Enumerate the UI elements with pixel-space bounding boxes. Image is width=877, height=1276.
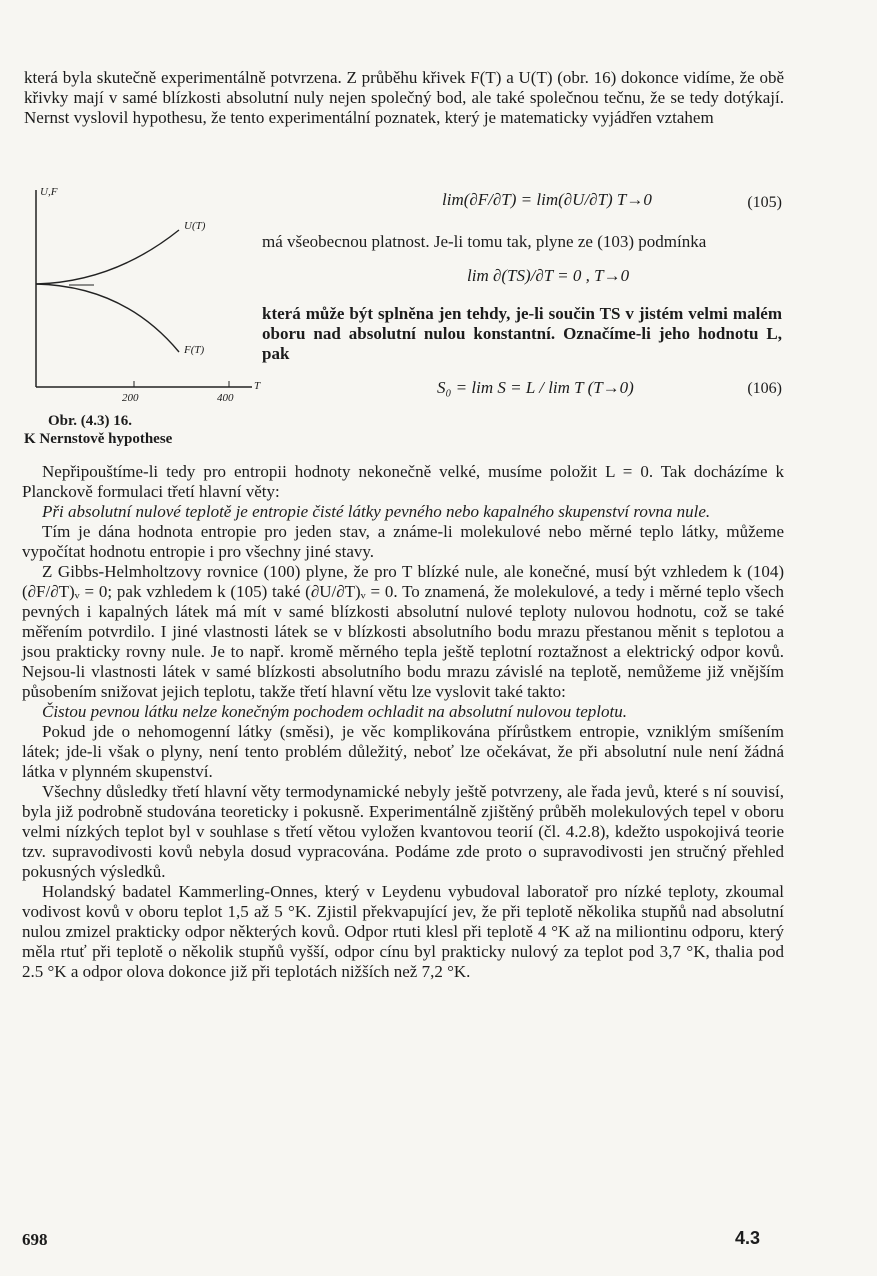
paragraph-4: Z Gibbs-Helmholtzovy rovnice (100) plyne, že pro T blízké nule, ale konečné, musí být vzhledem k (104) (∂F/∂T)ᵥ = 0; pak vzhledem k (105) také (∂U/∂T)ᵥ = 0. To znamená, že molekulové, a tedy i měrné teplo všech pevných i kapalných látek má mít v samé blízkosti absolutní nulové teploty nulovou hodnotu, což se také měřením potvrdilo. I jiné vlastnosti látek se v blízkosti absolutního bodu mrazu přestanou měnit s teplotou a jsou prakticky rovny nule. Je to např. kromě měrného tepla ještě teplotní roztažnost a elektrický odpor kovů. Nejsou-li vlastnosti látek v samé blízkosti absolutního bodu mrazu závislé na teplotě, nemůžeme již vnějším působením snižovat jejich teplotu, takže třetí hlavní větu lze vyslovit také takto: xyxy=(22,562,784,701)
equation-106: S₀ = lim S = L / lim T (T→0) xyxy=(437,378,634,397)
x-tick-200: 200 xyxy=(122,392,139,404)
nernst-graph xyxy=(24,182,264,407)
paragraph-8: Holandský badatel Kammerling-Onnes, který v Leydenu vybudoval laboratoř pro nízké teploty, zkoumal vodivost kovů v oboru teplot 1,5 až 5 °K. Zjistil překvapující jev, že při teplotě několika stupňů nad absolutní nulou zmizel prakticky odpor některých kovů. Odpor rtuti klesl při teplotě 4 °K až na miliontinu odporu, který měla rtuť při teplotě o několik stupňů vyšší, odpor cínu byl prakticky nulový za teplot pod 3,7 °K, thalia pod 2.5 °K a odpor olova dokonce již při teplotách nižších než 7,2 °K. xyxy=(22,882,784,981)
third-law-statement: Čistou pevnou látku nelze konečným pochodem ochladit na absolutní nulovou teplotu. xyxy=(42,702,627,721)
figure-16 xyxy=(24,182,264,452)
caption-text: K Nernstově hypothese xyxy=(24,431,173,447)
planck-statement: Při absolutní nulové teplotě je entropie čisté látky pevného nebo kapalného skupenství rovna nule. xyxy=(42,502,711,521)
equation-105: lim(∂F/∂T) = lim(∂U/∂T) T→0 xyxy=(442,190,652,209)
figure-caption xyxy=(24,412,172,448)
caption-number: Obr. (4.3) 16. xyxy=(48,413,133,429)
equation-105-number: (105) xyxy=(747,194,782,211)
equation-lim-ts: lim ∂(TS)/∂T = 0 , T→0 xyxy=(467,266,630,285)
paragraph-6: Pokud jde o nehomogenní látky (směsi), je věc komplikována přírůstkem entropie, vzniklým smíšením látek; jde-li však o plyny, není tento problém důležitý, neboť lze očekávat, že při absolutní nule není žádná látka v plynném skupenství. xyxy=(22,722,784,781)
x-tick-400: 400 xyxy=(217,392,234,404)
equation-106-number: (106) xyxy=(747,380,782,397)
text-after-105: má všeobecnou platnost. Je-li tomu tak, plyne ze (103) podmínka xyxy=(262,232,707,251)
top-paragraph: která byla skutečně experimentálně potvrzena. Z průběhu křivek F(T) a U(T) (obr. 16) dokonce vidíme, že obě křivky mají v samé blízkosti absolutní nuly nejen společný bod, ale také společnou tečnu, že se tedy dotýkají. Nernst vyslovil hypothesu, že tento experimentální poznatek, který je matematicky vyjádřen vztahem xyxy=(24,68,784,127)
lower-curve-label: F(T) xyxy=(184,344,205,356)
page-number: 698 xyxy=(22,1230,48,1249)
upper-curve-label: U(T) xyxy=(184,220,206,232)
section-number: 4.3 xyxy=(735,1228,761,1248)
top-paragraph-block xyxy=(24,68,784,128)
equation-column xyxy=(262,182,782,416)
main-text xyxy=(22,462,784,982)
x-axis-label: T xyxy=(254,380,261,392)
paragraph-7: Všechny důsledky třetí hlavní věty termodynamické nebyly ještě potvrzeny, ale řada jevů, které s ní souvisí, byla již podrobně studována teoreticky i pokusně. Experimentálně zjištěný průběh molekulových tepel v oboru velmi nízkých teplot byl v souhlase s třetí větou vyložen kvantovou teorií (čl. 4.2.8), kdežto uspokojivá teorie tzv. supravodivosti kovů nebyla dosud vypracována. Podáme zde proto o supravodivosti jen stručný přehled pokusných výsledků. xyxy=(22,782,784,881)
paragraph-1: Nepřipouštíme-li tedy pro entropii hodnoty nekonečně velké, musíme položit L = 0. Tak docházíme k Planckově formulaci třetí hlavní věty: xyxy=(22,462,784,501)
paragraph-3: Tím je dána hodnota entropie pro jeden stav, a známe-li molekulové nebo měrné teplo látky, můžeme vypočítat hodnotu entropie i pro všechny jiné stavy. xyxy=(22,522,784,561)
text-after-lim: která může být splněna jen tehdy, je-li součin TS v jistém velmi malém oboru nad absolutní nulou konstantní. Označíme-li jeho hodnotu L, pak xyxy=(262,304,782,363)
y-axis-label: U,F xyxy=(40,186,58,198)
